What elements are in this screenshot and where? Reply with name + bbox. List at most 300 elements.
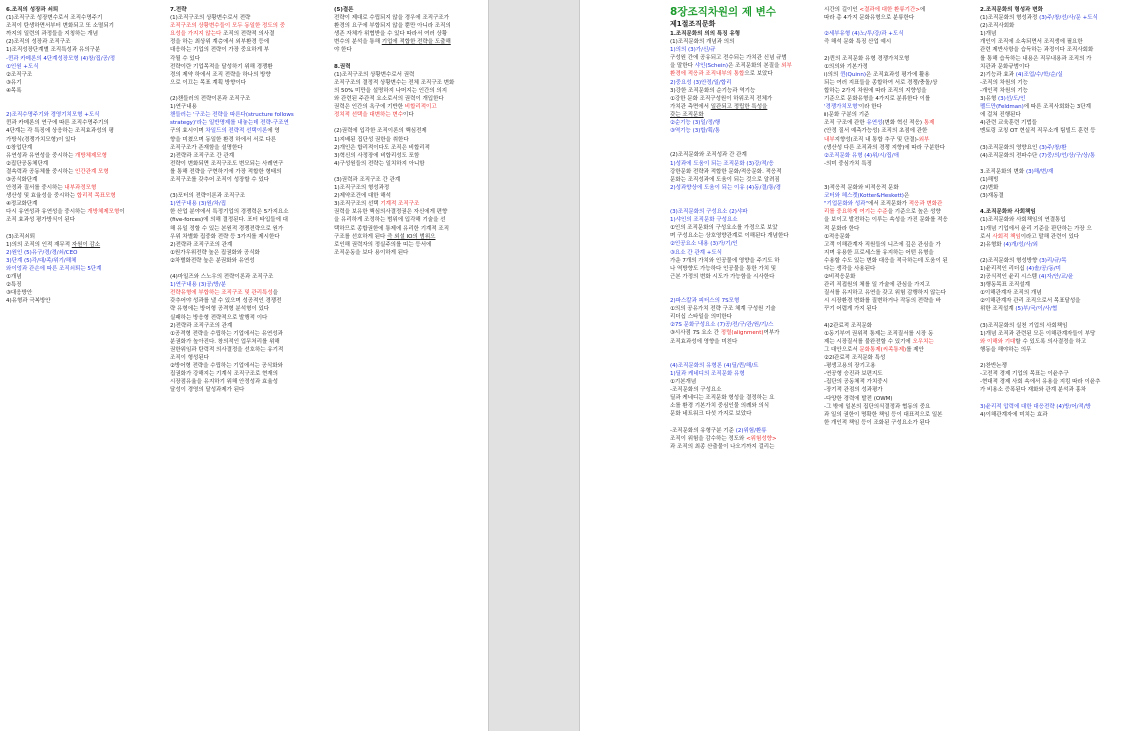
text-line	[6, 38, 160, 46]
text-line	[334, 192, 484, 200]
text-line	[824, 95, 972, 103]
text-segment: 와 관련된 주관적 요소로서의 권력이 개입한다	[334, 96, 444, 103]
text-line	[824, 338, 972, 346]
text-segment: (3)포터의 전략이론과 조직구조	[170, 193, 246, 200]
text-line	[6, 30, 160, 38]
text-line	[170, 6, 324, 14]
text-line	[980, 233, 1136, 241]
text-line	[170, 257, 324, 265]
text-segment: ③요소 간 관계 +도식	[670, 249, 722, 256]
text-segment: 생존 자체가 위협받을 수 있다 따라서 여러 상황	[334, 31, 448, 38]
text-line	[824, 249, 972, 257]
text-line	[334, 71, 484, 79]
text-segment: 통제	[923, 120, 935, 127]
text-line	[670, 46, 818, 54]
text-line	[980, 127, 1136, 135]
text-segment: 구조를 선호하게 된다	[334, 233, 388, 240]
text-segment: -퀸과 카메론의 4단계성장모형 (4)창/집/공/정	[6, 55, 116, 62]
text-segment: 을 유리하게 조정하는 범위에 입각해 기술을 선	[334, 217, 446, 224]
text-line	[170, 176, 324, 184]
text-segment: 개방체제모형	[75, 152, 107, 159]
text-segment: 을	[272, 290, 278, 297]
text-segment: 개방체제모형	[87, 209, 120, 216]
text-line	[824, 305, 972, 313]
text-line	[670, 95, 818, 103]
line-spacer	[980, 354, 1136, 362]
right-page	[580, 0, 1142, 731]
text-segment: (1)조직구조 성장변수로서 조직수명주기	[6, 15, 103, 22]
text-segment: 유연성	[866, 120, 883, 127]
text-segment: 비합리적이고	[404, 104, 437, 111]
text-line	[670, 427, 818, 435]
text-segment: 2)파스칼과 피터스의 7S모형	[670, 298, 740, 305]
text-line	[824, 216, 972, 224]
text-line	[170, 386, 324, 394]
text-segment: 문화통제(씨족통제)	[859, 346, 907, 353]
text-segment: (2)권력에 입각한 조직이론의 핵심전제	[334, 128, 427, 135]
text-line	[670, 79, 818, 87]
text-segment: 은 조직문화의 본질을	[728, 63, 782, 70]
text-segment: ①강한 문화 조직구성원이 하위조직 전체가	[670, 95, 773, 102]
text-segment: 이라 한다	[858, 104, 882, 111]
text-segment: 1)의의 (3)가/신/규	[670, 47, 716, 54]
text-segment: 이라고 말해 관련이 있다	[1020, 233, 1080, 240]
text-line	[824, 6, 972, 14]
text-segment: 4)2관료적 조직문화	[824, 322, 873, 329]
text-segment: (3)조직문화의 영향요인	[980, 144, 1040, 151]
text-segment: 1.조직문화의 의의 특징 유형	[670, 31, 741, 37]
text-line	[170, 314, 324, 322]
text-line	[980, 63, 1136, 71]
text-segment: 안정과 질서를 중시하는	[6, 185, 65, 192]
text-line	[170, 71, 324, 79]
text-segment: 퀸과 카메론의 연구에 따른 조직수명주기의	[6, 120, 109, 127]
text-segment: 수용할 수도 있는 변화 대응을 적극하는데 도움이 된	[824, 257, 948, 264]
text-line	[980, 14, 1136, 22]
text-segment: 정을 하는 최상위 계층에서 외부환경 등에	[170, 39, 270, 46]
line-spacer	[824, 22, 972, 30]
page-gutter	[488, 0, 580, 731]
text-segment: 치관과 문화규범이다	[980, 63, 1030, 70]
text-segment: 가치관 측면에서	[670, 103, 711, 110]
text-line	[6, 257, 160, 265]
text-segment: 과 조직의 최종 산출물이 나오기까지 걸리는	[670, 443, 775, 450]
text-segment: 사회적 책임	[992, 233, 1021, 240]
text-segment: ①공격형 전략을 수립하는 기업에서는 유연성과	[170, 330, 283, 337]
line-spacer	[670, 354, 818, 362]
text-line	[6, 208, 160, 216]
text-segment: 지향성(조직 내 통합 추구 및 단결)-	[834, 136, 919, 143]
text-segment: strategy)'라는 일반명제를 내놓는데 전략-구조연	[170, 120, 289, 127]
text-line	[6, 136, 160, 144]
text-line	[670, 402, 818, 410]
text-segment: 3.조직문화의 변화	[980, 168, 1026, 175]
line-spacer	[170, 265, 324, 273]
text-segment: 대응하는 기업의 전략이 가장 중요하게 부	[170, 47, 270, 54]
text-segment: 1)딜과 케네디의 조직문화 유형	[670, 370, 745, 377]
text-line	[334, 200, 484, 208]
text-line	[670, 338, 818, 346]
text-segment: ④정교화단계	[6, 201, 38, 208]
text-segment: 유연성과 유연성을 중시하는	[6, 152, 76, 159]
text-segment: (1)조직문화의 형성과정	[980, 15, 1040, 22]
text-segment: 행동을 해야하는 의무	[980, 346, 1032, 353]
text-segment: (3)선/도/인	[998, 96, 1026, 103]
text-segment: (4)개/성/사/외	[1003, 241, 1038, 248]
text-segment: 리를 중요하게 여기는 수준	[824, 209, 888, 216]
text-segment: (2)조직문화의 형성방향	[980, 257, 1040, 264]
text-line	[670, 151, 818, 159]
text-segment: 3)유형	[980, 96, 999, 103]
text-line	[334, 87, 484, 95]
text-line	[170, 346, 324, 354]
text-line	[334, 160, 484, 168]
text-segment: (3)조직문화의 실천 기업의 사회책임	[980, 322, 1068, 329]
text-segment: 1)조직구조의 형성과정	[334, 185, 390, 192]
text-line	[170, 322, 324, 330]
text-line	[170, 119, 324, 127]
text-segment: 4)구성원들의 전략는 일치하지 아니함	[334, 160, 425, 167]
text-line	[670, 410, 818, 418]
text-line	[980, 192, 1136, 200]
text-line	[824, 289, 972, 297]
text-segment: 과 일의 권한이 명확한 책임 등이 대표적으로 일본	[824, 411, 943, 418]
text-segment: 조직이 형성된다	[170, 355, 209, 362]
text-line	[824, 346, 972, 354]
text-segment: 근본 가정의 변화 시도가 가능함을 시사한다	[670, 273, 775, 280]
text-line	[170, 362, 324, 370]
text-line	[980, 281, 1136, 289]
text-line	[170, 233, 324, 241]
text-segment: 갖추어야 성과를 낼 수 있으며 성공적인 경쟁전	[170, 298, 282, 305]
text-line	[334, 249, 484, 257]
text-line	[824, 111, 972, 119]
text-segment: 권한위임과 탄력적 의사결정을 선호하는 유기적	[170, 346, 284, 353]
text-line	[980, 6, 1136, 14]
text-line	[824, 322, 972, 330]
text-segment: 1)지배된 집단성 권한을 취한다	[334, 136, 409, 143]
text-segment: (2)챈들러의 전략이론과 조직구조	[170, 96, 251, 103]
text-segment: ⅱ)문화 구분의 기준	[824, 112, 870, 119]
text-segment: 권력은 인간의 욕구에 기반한	[334, 104, 405, 111]
text-segment: 관련 제반사항을 습득하는 과정이다 조직사회화	[980, 47, 1094, 54]
text-line	[6, 46, 160, 54]
text-segment: 은 조직효과성 평가에 활용	[865, 71, 930, 78]
text-segment: 4단계는 각 특징에 상응하는 조직효과성의 평	[6, 128, 114, 135]
text-segment: -조직의 차원의 기능	[980, 79, 1028, 86]
text-segment: 으로 보았다	[744, 71, 773, 78]
text-line	[670, 370, 818, 378]
text-line	[670, 435, 818, 443]
text-segment: 우위 차별화 집중화 전략 등 3가지를 제시한다	[170, 233, 280, 240]
text-segment: 까지의 일련의 과정들을 지칭하는 개념	[6, 31, 99, 38]
text-line	[170, 160, 324, 168]
text-segment: 1)개념	[980, 31, 997, 38]
text-line	[334, 6, 484, 14]
line-spacer	[980, 314, 1136, 322]
text-line	[824, 87, 972, 95]
text-segment: 내부	[824, 136, 835, 143]
text-segment: '경쟁가치모형'	[824, 104, 859, 111]
text-segment: (4)조직문화의 전파수단	[980, 152, 1040, 159]
text-line	[980, 119, 1136, 127]
left-page-column-3	[334, 6, 484, 727]
text-line	[6, 87, 160, 95]
text-line	[980, 403, 1136, 411]
text-segment: 자원이 감소	[71, 241, 101, 248]
line-spacer	[824, 46, 972, 54]
text-segment: 3)적응적 문화와 비적응적 문화	[824, 185, 899, 192]
text-segment: 펠드만(Feldman)	[980, 104, 1024, 111]
text-line	[824, 63, 972, 71]
text-line	[6, 289, 160, 297]
text-line	[824, 386, 972, 394]
text-line	[670, 362, 818, 370]
text-line	[170, 378, 324, 386]
text-segment: 1)윤리적인 리더십	[980, 266, 1027, 272]
text-line	[170, 38, 324, 46]
text-segment: ③공식화단계	[6, 176, 38, 183]
text-segment: 질서를 유지하고 유연을 갖고 위험 감행하지 않는다	[824, 290, 947, 297]
text-segment: 환경에 적응과 조직내부의 통합	[670, 71, 745, 78]
text-line	[980, 370, 1136, 378]
line-spacer	[980, 200, 1136, 208]
line-spacer	[670, 192, 818, 200]
text-line	[6, 144, 160, 152]
text-line	[980, 225, 1136, 233]
text-segment: 개인이 조직에 소속되면서 조직생에 필요한	[980, 39, 1083, 46]
text-line	[170, 330, 324, 338]
text-segment: (2)조직문화와 조직성과 간 관계	[670, 152, 747, 159]
text-line	[824, 354, 972, 362]
text-segment: 조직효과성에 영향을 미친다	[670, 338, 738, 345]
text-segment: 해 유일 정할 수 있는 본원적 경쟁전략으로 원가	[170, 225, 284, 232]
text-line	[6, 14, 160, 22]
text-segment: 1)연구내용 (3)원/차/집	[170, 201, 227, 208]
text-line	[670, 168, 818, 176]
text-line	[670, 232, 818, 240]
text-line	[824, 14, 972, 22]
text-segment: (2)위험/환류	[735, 427, 767, 434]
text-line	[170, 168, 324, 176]
text-segment: (5)부/국/이/사/협	[1015, 306, 1058, 313]
text-segment: 관리 직접원의 체를 일 가술에 관심을 가지고	[824, 282, 931, 289]
text-line	[170, 249, 324, 257]
text-segment: ②조직구조	[6, 71, 33, 78]
text-line	[980, 71, 1136, 79]
text-line	[670, 103, 818, 111]
text-line	[670, 87, 818, 95]
text-line	[334, 127, 484, 135]
text-segment: 전략이 제대로 수립되지 않을 경우에 조직구조가	[334, 15, 450, 22]
text-line	[980, 184, 1136, 192]
line-spacer	[824, 168, 972, 176]
text-line	[6, 249, 160, 257]
text-segment: ①인의 조직문화의 구성요소를 가정으로 보았	[670, 225, 778, 232]
text-segment: 적응과 변화관	[908, 201, 943, 208]
text-line	[170, 208, 324, 216]
text-segment: ①동기부여 권위적 통제는 조직질서를 시장 동	[824, 330, 934, 337]
text-segment: 문화는 조직성과에 도움이 되는 것으로 알려짐	[670, 176, 780, 183]
text-segment: 가운 7개의 가치와 인공물에 영향을 주기도 하	[670, 257, 780, 264]
text-line	[670, 62, 818, 70]
text-segment: 2)성과향상에 도움이 되는 이유 (4)동/결/통/경	[670, 184, 781, 191]
text-segment: 조직구조의 결정적 상황변수는 전체 조직구조 변화	[334, 79, 455, 86]
text-line	[170, 152, 324, 160]
text-segment: ②2Ⅰ관료적 조직문화 특성	[824, 355, 886, 362]
text-segment: 야 한다	[334, 47, 352, 54]
text-segment: 할 수 있도록 의사결정을 하고	[1015, 338, 1087, 345]
text-line	[980, 208, 1136, 216]
text-line	[334, 63, 484, 71]
text-segment: 샤인(Schein)	[694, 63, 729, 70]
text-segment: 2)중요성 (3)안정/일/합리	[670, 79, 732, 86]
text-line	[980, 30, 1136, 38]
text-line	[980, 346, 1136, 354]
text-segment: 정렬(alignment)	[720, 330, 764, 337]
text-segment: ②비적응문화	[824, 274, 856, 281]
text-segment: 멘토링 코칭 OT 현실적 직무소개 팀빌드 훈련 등	[980, 128, 1096, 135]
text-line	[980, 297, 1136, 305]
text-segment: 여부가	[763, 330, 780, 337]
text-line	[824, 281, 972, 289]
text-segment: 2)공식적인 윤리 시스템	[980, 274, 1039, 281]
text-line	[670, 386, 818, 394]
text-segment: (2)조직사회화	[980, 23, 1015, 30]
text-segment: 외부	[918, 136, 930, 143]
text-line	[334, 152, 484, 160]
text-segment: 와 이해와 기대	[980, 338, 1016, 345]
text-segment: 퀸(Quinn)	[840, 71, 866, 78]
text-segment: (3)주/창/선/사/문 +도식	[1039, 15, 1098, 22]
right-page-column-2	[824, 6, 972, 727]
text-segment: -집단의 공동체적 가치중시	[824, 379, 888, 386]
text-segment: ②7S 문화구성요소 (7)공/전/구/관/원/기/스	[670, 322, 774, 329]
text-line	[670, 119, 818, 127]
text-line	[6, 119, 160, 127]
text-line	[980, 386, 1136, 394]
text-segment: -고전적 경제 기업의 목표는 이윤추구	[980, 371, 1069, 378]
text-line	[170, 103, 324, 111]
text-segment: (4)자/안/교/윤	[1038, 274, 1074, 281]
text-line	[6, 168, 160, 176]
right-page-column-3	[980, 6, 1136, 727]
text-segment: ②순기능 (3)일/정/행	[670, 120, 721, 127]
text-segment: 6.조직의 성장과 쇠퇴	[6, 7, 59, 13]
text-segment: -연공형 승진과 보편지도	[824, 371, 883, 378]
text-line	[670, 216, 818, 224]
text-segment: ③역기능 (3)합/획/통	[670, 128, 721, 135]
text-line	[170, 200, 324, 208]
text-line	[670, 176, 818, 184]
text-segment: 결속력과 공동체를 중시하는	[6, 168, 76, 175]
text-segment: 를 제안	[906, 346, 924, 353]
text-line	[6, 63, 160, 71]
text-segment: 시장점유율을 유지하기 위해 안정성과 효율성	[170, 379, 278, 386]
text-segment: 조직운동을 보다 용이하게 된다	[334, 249, 409, 256]
text-line	[334, 176, 484, 184]
text-segment: 3)혁신의 사정장에 비합리성도 포함	[334, 152, 420, 159]
text-line	[334, 144, 484, 152]
text-line	[824, 225, 972, 233]
text-segment: 코터와 헤스켓(Kotter&Heskett)	[824, 193, 904, 200]
text-line	[824, 38, 972, 46]
text-line	[6, 152, 160, 160]
text-segment: 집권화가 강해지는 기계식 조직구조로 현재의	[170, 371, 278, 378]
text-segment: 구의 효시이며	[170, 128, 206, 135]
text-line	[170, 289, 324, 297]
text-segment: 생산성 및 효율성을 중시하는	[6, 193, 77, 200]
text-segment: (3)재동결	[980, 193, 1004, 200]
text-segment: 조직이 위험을 감수하는 정도와	[670, 435, 747, 442]
text-segment: 7.전략	[170, 7, 187, 13]
text-segment: 기업에 적합한 전략을 도출해	[381, 39, 451, 46]
text-segment: 2)전략과 조직구조의 관계	[170, 322, 233, 329]
text-segment: 분권화가 높아진다. 창의적인 업무처리를 위해	[170, 338, 280, 345]
text-segment: 기계적 조직구조	[380, 201, 420, 208]
line-spacer	[670, 419, 818, 427]
text-segment: ②세부유형 (4)노/투/강/과 +도식	[824, 31, 904, 38]
line-spacer	[670, 281, 818, 289]
text-segment: -평생고용의 장기고용	[824, 363, 876, 370]
text-line	[824, 184, 972, 192]
text-line	[670, 265, 818, 273]
text-line	[980, 330, 1136, 338]
line-spacer	[824, 314, 972, 322]
text-segment: ②차별화전략 높은 분권화와 유연성	[170, 257, 255, 264]
text-segment: ①이해관계자 조직의 개념	[980, 290, 1042, 297]
text-segment: 1)조직성장단계별 조직특성과 유의구분	[6, 47, 101, 54]
text-segment: 2)전략과 조직구조 간 관계	[170, 152, 235, 159]
text-line	[6, 265, 160, 273]
text-line	[670, 443, 818, 451]
text-line	[670, 160, 818, 168]
text-segment: (변화 혁신 적응)	[882, 120, 924, 127]
text-segment: <위험성향>	[746, 435, 777, 442]
text-segment: ②집단공동체단계	[6, 160, 49, 167]
text-line	[6, 55, 160, 63]
text-line	[170, 79, 324, 87]
text-segment: 강한문화 전략과 적합한 문화/적응문화. 적응적	[670, 168, 782, 175]
left-page-column-2	[170, 6, 324, 727]
text-segment: 2)원인 (5)유구/경/경/쇠/CEO	[6, 249, 78, 256]
text-segment: 고객 이해관계자 직원들의 니즈에 깊은 관심을 가	[824, 241, 941, 248]
text-line	[670, 30, 818, 38]
text-segment: 4)이해관계자에 미치는 효과	[980, 411, 1048, 418]
line-spacer	[980, 249, 1136, 257]
text-segment: 로인해 권력자의 정실주의를 띠는 등서에	[334, 241, 432, 248]
text-line	[824, 200, 972, 208]
text-segment: 1)연구내용 (3)공/방/분	[170, 282, 227, 289]
text-line	[170, 136, 324, 144]
text-line	[170, 192, 324, 200]
text-line	[170, 127, 324, 135]
text-line	[170, 14, 324, 22]
text-segment: (7)중/의/언/상/구/상/통	[1039, 152, 1096, 159]
text-segment: 권력을 보유한 핵심의사결정권은 자신에게 편향	[334, 209, 448, 216]
text-segment: ④목록	[6, 87, 22, 94]
text-segment: 택하므로 종합권한에 통제에 유리한 기계적 조직	[334, 225, 450, 232]
line-spacer	[6, 95, 160, 103]
text-segment: 2)퀸의 조직문화 유형 경쟁가치모형	[824, 55, 910, 62]
text-segment: (1)조직문화와 사회책임의 연결통입	[980, 217, 1066, 224]
text-segment: 꾸기 어렵게 가지 된다	[824, 306, 878, 313]
text-segment: 2)개인은 합리적이다도 조직은 비합리적	[334, 144, 430, 151]
text-line	[6, 233, 160, 241]
text-line	[670, 127, 818, 135]
text-segment: (2)조직의 성장과 조직구조	[6, 39, 71, 46]
text-line	[980, 152, 1136, 160]
